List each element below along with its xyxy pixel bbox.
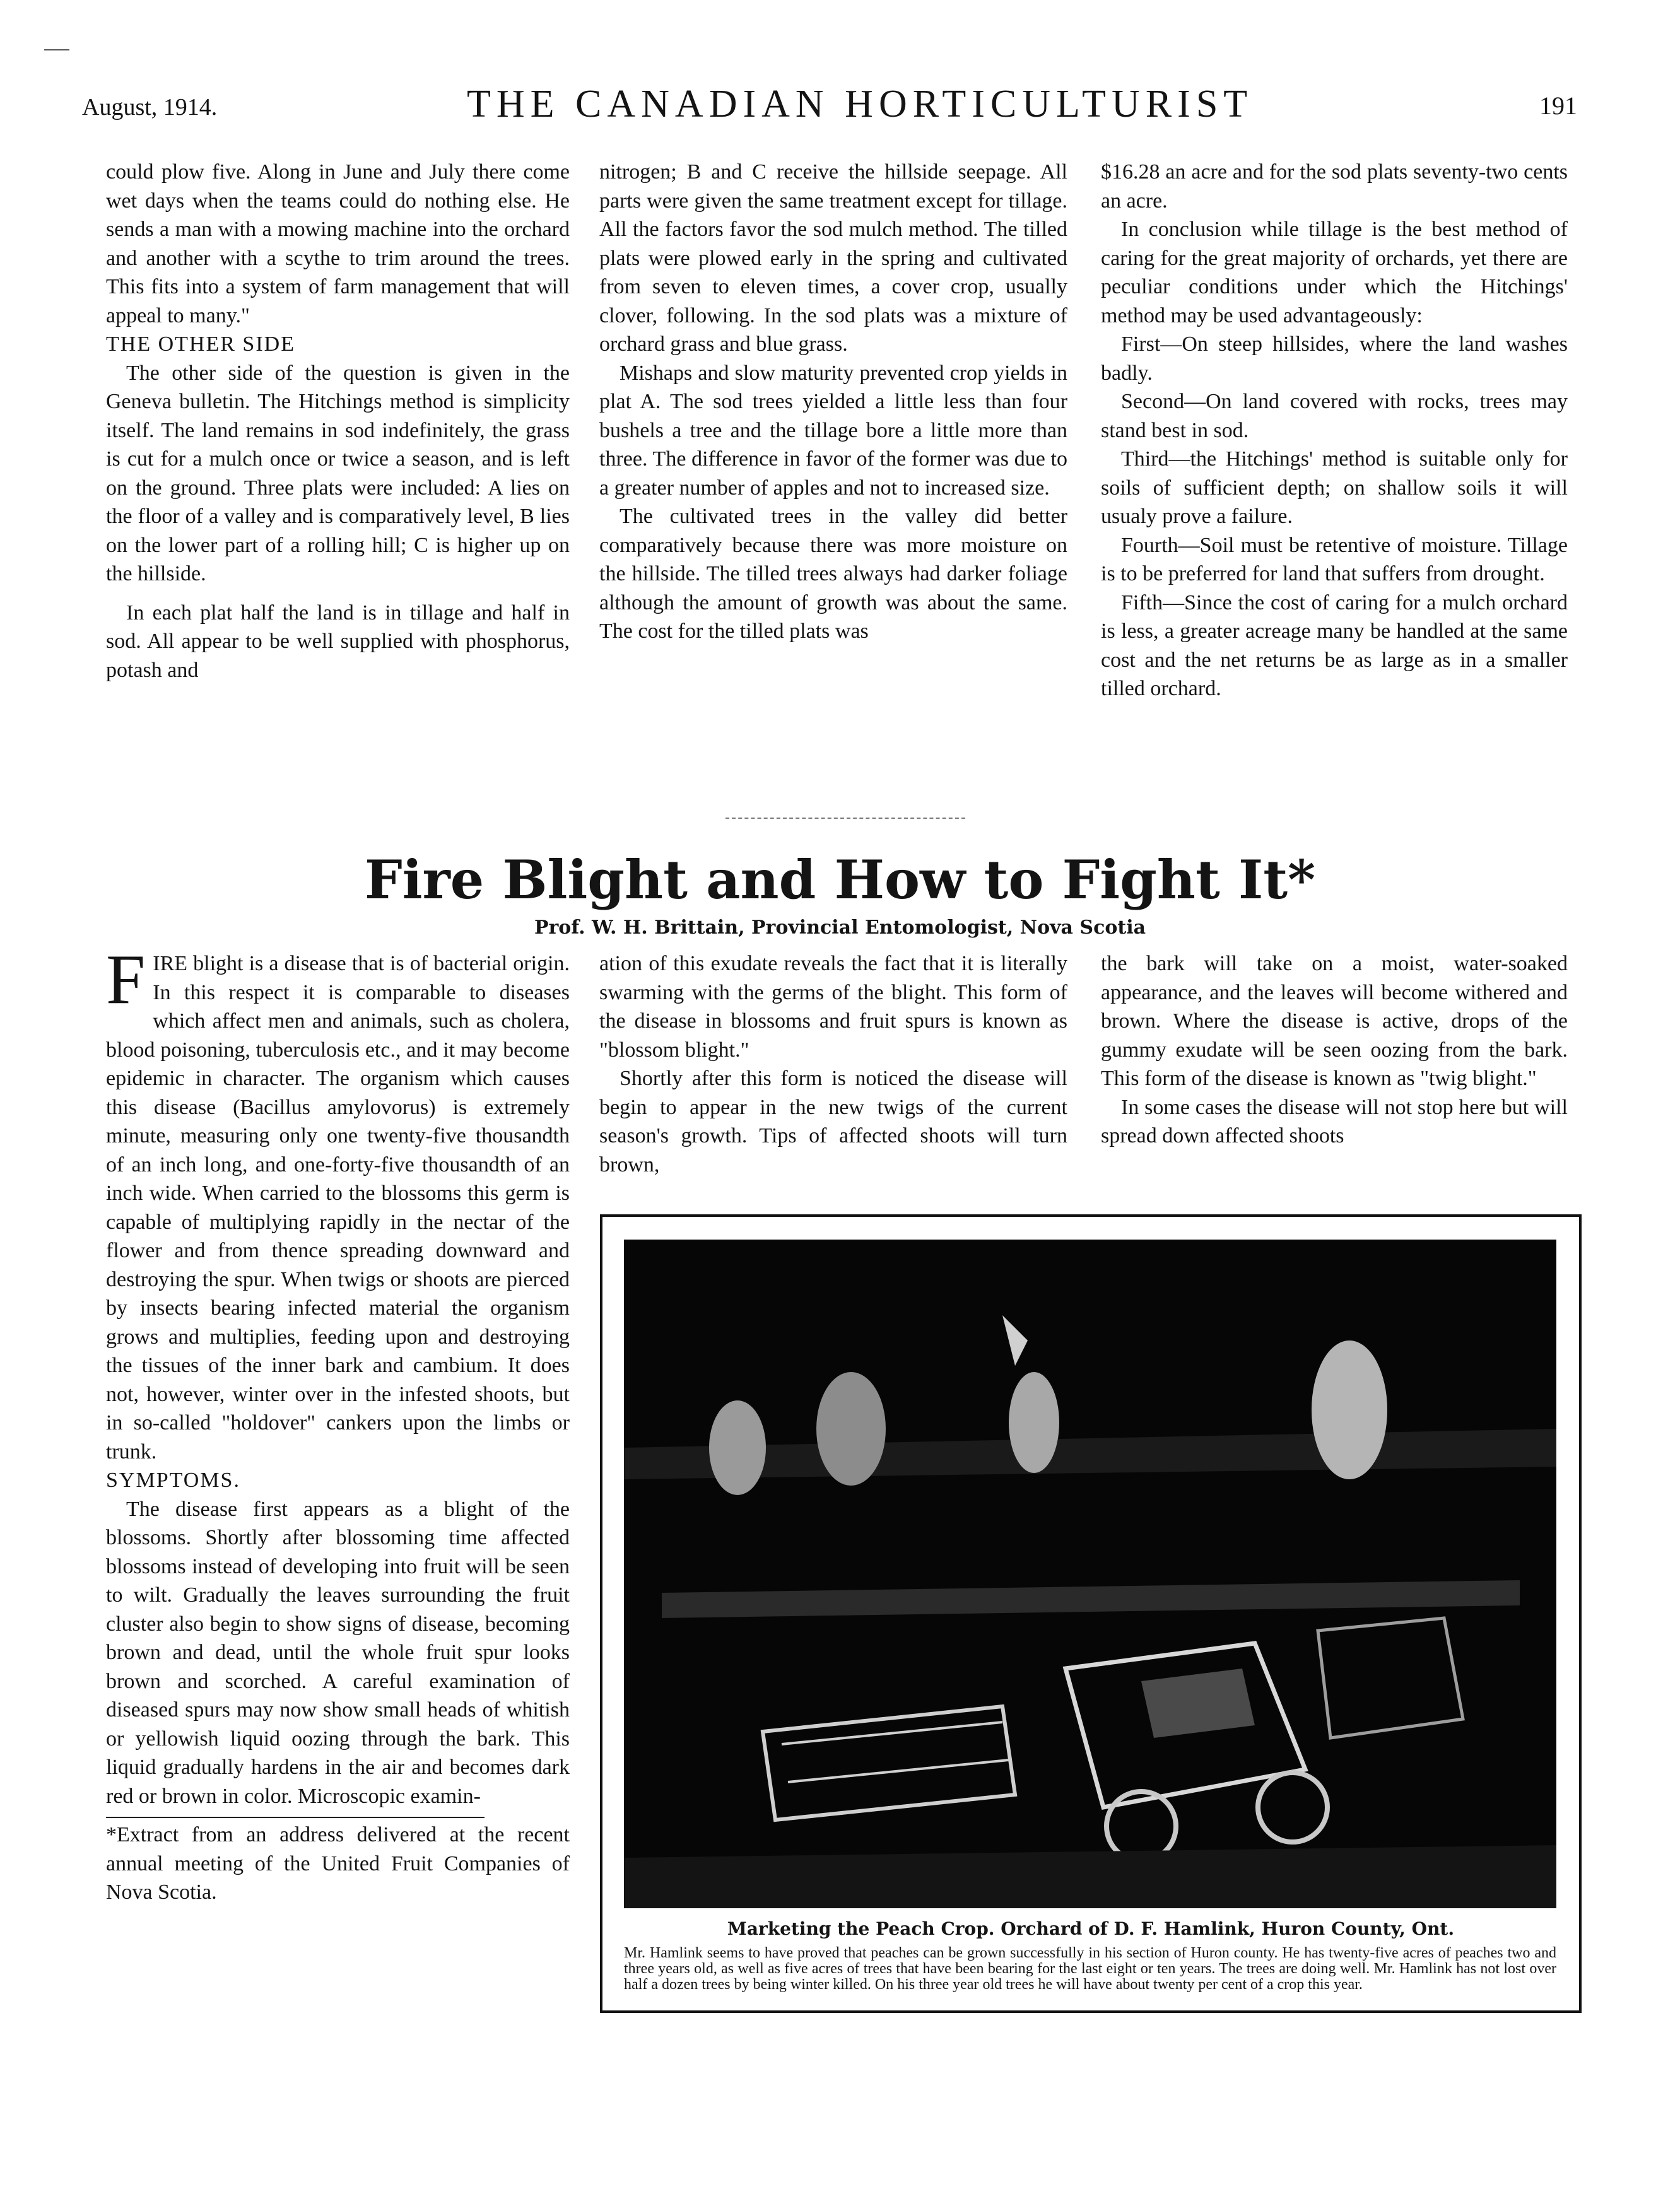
paragraph: The cultivated trees in the valley did better comparatively because there was more moisture on the hillside. The tilled trees always had darker foliage although the amount of growth was about the same. The cost for the tilled plats was <box>599 505 1067 643</box>
paragraph: The disease first appears as a blight of the blossoms. Shortly after blossoming time affected blossoms instead of developing into fruit will be seen to wilt. Gradually the leaves surrounding the fruit cluster also begin to show signs of disease, becoming brown and dead, until the whole fruit spur looks brown and scorched. A careful examination of diseased spurs may now show small heads of whitish or yellowish liquid oozing through the bark. This liquid gradually hardens in the air and becomes dark red or brown in color. Microscopic examin- <box>106 1497 570 1808</box>
paragraph-text: IRE blight is a disease that is of bacterial origin. In this respect it is comparable to diseases which affect men and animals, such as cholera, blood poisoning, tuberculosis etc., and it may become epidemic in character. The organism which causes this disease (Bacillus amylovorus) is extremely minute, measuring only one twenty-five thousandth of an inch long, and one-forty-five thousandth of an inch wide. When carried to the blossoms this germ is capable of multiplying rapidly in the nectar of the flower and from thence spreading downward and destroying the spur. When twigs or shoots are pierced by insects bearing infected material the organism grows and multiplies, feeding upon and destroying the tissues of the inner bark and cambium. It does not, however, winter over in the infested shoots, but in so-called "holdover" cankers upon the limbs or trunk. <box>106 952 570 1464</box>
paragraph: the bark will take on a moist, water-soaked appearance, and the leaves will become withered and brown. Where the disease is active, drops of the gummy exudate will be seen oozing from the bark. This form of the disease is known as "twig blight." <box>1101 952 1568 1090</box>
section-subheading: THE OTHER SIDE <box>106 332 295 356</box>
article-column-2 <box>599 949 1067 1179</box>
article-column-1 <box>106 941 570 1907</box>
figure-caption-text: Mr. Hamlink seems to have proved that peaches can be grown successfully in his section of Huron county. He has twenty-five acres of peaches two and three years old, as well as five acres of trees that have been bearing for the last eight or ten years. The trees are doing well. Mr. Hamlink has not lost over half a dozen trees by being winter killed. On his three year old trees he will have about twenty per cent of a crop this year. <box>624 1945 1556 1993</box>
section-subheading: SYMPTOMS. <box>106 1469 240 1492</box>
paragraph: Third—the Hitchings' method is suitable only for soils of sufficient depth; on shallow soils it will usualy prove a failure. <box>1101 447 1568 528</box>
figure-caption-title: Marketing the Peach Crop. Orchard of D. F. Hamlink, Huron County, Ont. <box>727 1918 1455 1939</box>
section-divider <box>725 818 965 819</box>
running-header <box>76 82 1590 126</box>
top-column-1 <box>106 158 570 684</box>
drop-cap: F <box>106 941 146 1019</box>
margin-mark <box>44 49 69 50</box>
paragraph: ation of this exudate reveals the fact that it is literally swarming with the germs of the blight. This form of the disease in blossoms and fruit spurs is known as "blossom blight." <box>599 952 1067 1062</box>
paragraph: In conclusion while tillage is the best method of caring for the great majority of orchards, yet there are peculiar conditions under which the Hitchings' method may be used advantageously: <box>1101 218 1568 327</box>
paragraph: First—On steep hillsides, where the land washes badly. <box>1101 332 1568 385</box>
header-date: August, 1914. <box>82 94 218 120</box>
paragraph <box>106 941 570 1466</box>
photo-illustration <box>624 1240 1556 1908</box>
article-title: Fire Blight and How to Fight It* <box>364 848 1316 911</box>
header-title: THE CANADIAN HORTICULTURIST <box>467 83 1254 126</box>
article-column-3 <box>1101 949 1568 1151</box>
paragraph: Fourth—Soil must be retentive of moisture. Tillage is to be preferred for land that suffers from drought. <box>1101 533 1568 585</box>
paragraph: In each plat half the land is in tillage and half in sod. All appear to be well supplied with phosphorus, potash and <box>106 601 570 682</box>
top-column-3 <box>1101 158 1568 703</box>
paragraph: Mishaps and slow maturity prevented crop yields in plat A. The sod trees yielded a little less than four bushels a tree and the tillage bore a little more than three. The difference in favor of the former was due to a greater number of apples and not to increased size. <box>599 361 1067 500</box>
paragraph: could plow five. Along in June and July there come wet days when the teams could do nothing else. He sends a man with a mowing machine into the orchard and another with a scythe to trim around the trees. This fits into a system of farm management that will appeal to many." <box>106 160 570 327</box>
footnote: *Extract from an address delivered at the recent annual meeting of the United Fruit Companies of Nova Scotia. <box>106 1823 570 1904</box>
figure-frame <box>600 1214 1582 2013</box>
paragraph: $16.28 an acre and for the sod plats seventy-two cents an acre. <box>1101 160 1568 213</box>
paragraph: Second—On land covered with rocks, trees may stand best in sod. <box>1101 390 1568 442</box>
peach-orchard-photo <box>624 1240 1556 1908</box>
paragraph: nitrogen; B and C receive the hillside seepage. All parts were given the same treatment except for tillage. All the factors favor the sod mulch method. The tilled plats were plowed early in the spring and cultivated from seven to eleven times, a cover crop, usually clover, following. In the sod plats was a mixture of orchard grass and blue grass. <box>599 160 1067 356</box>
paragraph: Shortly after this form is noticed the disease will begin to appear in the new twigs of the current season's growth. Tips of affected shoots will turn brown, <box>599 1067 1067 1176</box>
top-column-2 <box>599 158 1067 646</box>
paragraph: Fifth—Since the cost of caring for a mulch orchard is less, a greater acreage many be handled at the same cost and the net returns be as large as in a smaller tilled orchard. <box>1101 590 1568 700</box>
article-byline: Prof. W. H. Brittain, Provincial Entomologist, Nova Scotia <box>534 917 1146 939</box>
paragraph: In some cases the disease will not stop here but will spread down affected shoots <box>1101 1095 1568 1147</box>
footnote-rule <box>106 1817 485 1818</box>
paragraph: The other side of the question is given in the Geneva bulletin. The Hitchings method is simplicity itself. The land remains in sod indefinitely, the grass is cut for a mulch once or twice a season, and is left on the ground. Three plats were included: A lies on the floor of a valley and is comparatively level, B lies on the lower part of a rolling hill; C is higher up on the hillside. <box>106 361 570 585</box>
page-number: 191 <box>1539 91 1577 120</box>
